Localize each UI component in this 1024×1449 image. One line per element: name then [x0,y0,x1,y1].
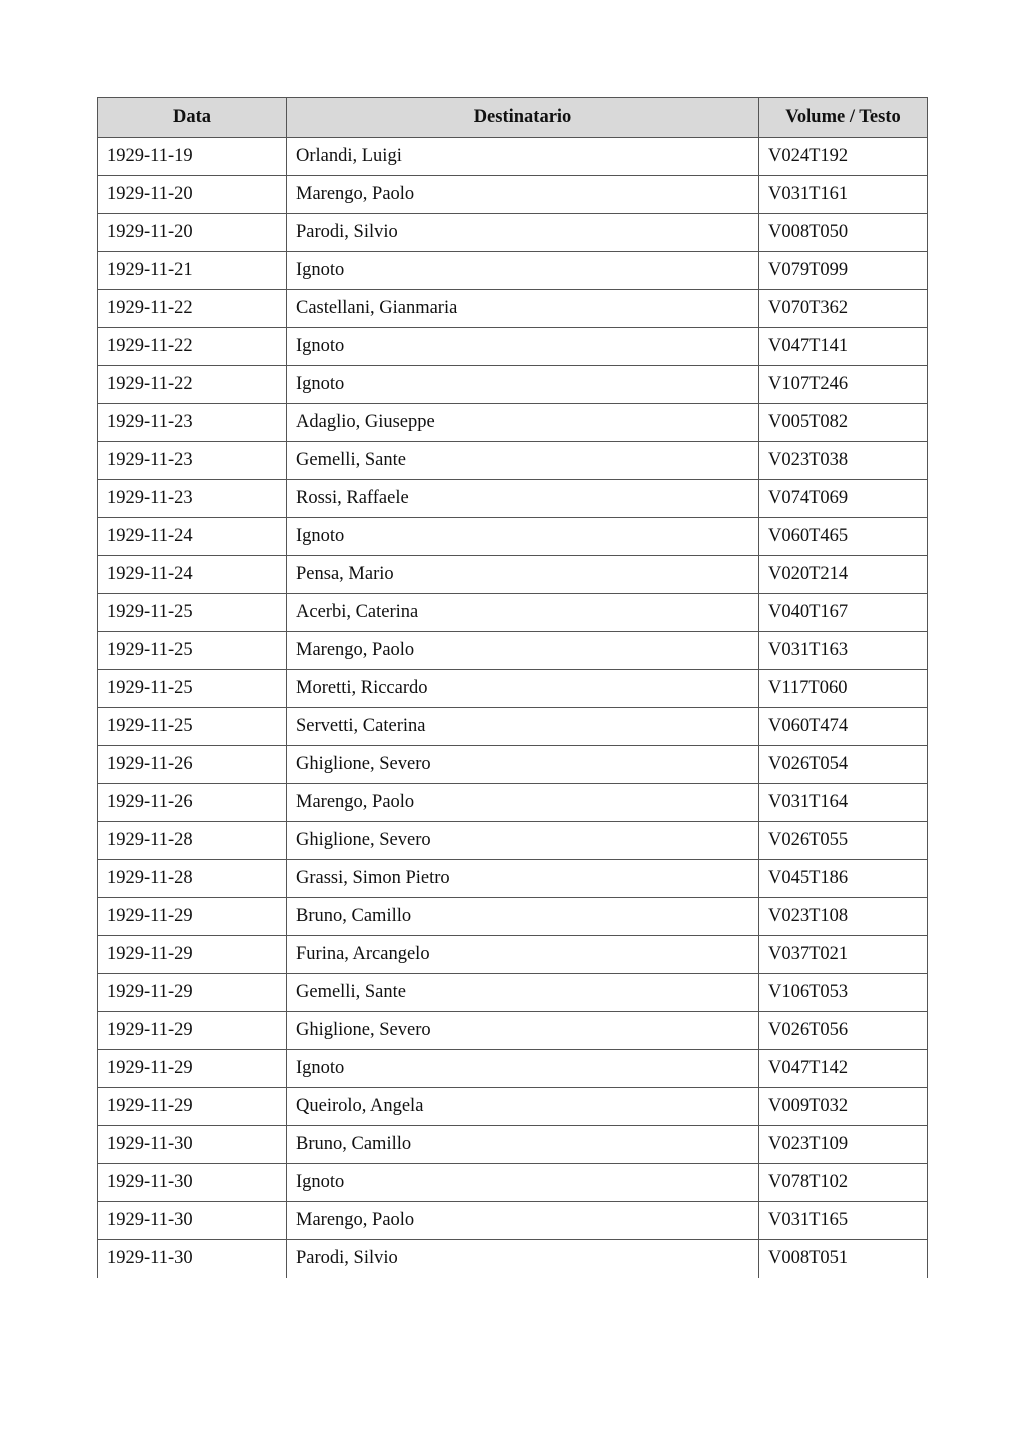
cell-recipient: Marengo, Paolo [287,176,759,214]
cell-volume-text: V106T053 [759,974,928,1012]
table-row [98,974,928,1012]
cell-volume-text: V070T362 [759,290,928,328]
cell-date: 1929-11-26 [98,784,287,822]
cell-date: 1929-11-29 [98,1088,287,1126]
cell-volume-text: V079T099 [759,252,928,290]
cell-recipient: Bruno, Camillo [287,1126,759,1164]
cell-recipient: Ignoto [287,328,759,366]
cell-date: 1929-11-24 [98,518,287,556]
cell-date: 1929-11-24 [98,556,287,594]
table-row [98,1164,928,1202]
cell-recipient: Gemelli, Sante [287,974,759,1012]
table-row [98,670,928,708]
cell-date: 1929-11-29 [98,974,287,1012]
cell-recipient: Grassi, Simon Pietro [287,860,759,898]
cell-volume-text: V008T050 [759,214,928,252]
cell-recipient: Pensa, Mario [287,556,759,594]
cell-date: 1929-11-21 [98,252,287,290]
cell-recipient: Servetti, Caterina [287,708,759,746]
table-row [98,366,928,404]
cell-date: 1929-11-23 [98,404,287,442]
cell-date: 1929-11-30 [98,1202,287,1240]
table-row [98,442,928,480]
cell-recipient: Marengo, Paolo [287,784,759,822]
table-row [98,1012,928,1050]
cell-recipient: Rossi, Raffaele [287,480,759,518]
cell-date: 1929-11-22 [98,366,287,404]
cell-recipient: Bruno, Camillo [287,898,759,936]
cell-recipient: Ignoto [287,366,759,404]
cell-volume-text: V023T109 [759,1126,928,1164]
table-row [98,1050,928,1088]
cell-volume-text: V031T164 [759,784,928,822]
cell-volume-text: V031T161 [759,176,928,214]
table-row [98,632,928,670]
cell-volume-text: V117T060 [759,670,928,708]
cell-date: 1929-11-29 [98,1050,287,1088]
cell-volume-text: V020T214 [759,556,928,594]
cell-volume-text: V026T054 [759,746,928,784]
cell-volume-text: V045T186 [759,860,928,898]
letters-table [97,97,928,1278]
cell-recipient: Parodi, Silvio [287,1240,759,1278]
table-row [98,290,928,328]
cell-recipient: Moretti, Riccardo [287,670,759,708]
table-row [98,746,928,784]
header-row [98,98,928,138]
cell-date: 1929-11-29 [98,936,287,974]
cell-volume-text: V074T069 [759,480,928,518]
cell-recipient: Parodi, Silvio [287,214,759,252]
cell-date: 1929-11-20 [98,176,287,214]
cell-date: 1929-11-29 [98,898,287,936]
cell-volume-text: V026T055 [759,822,928,860]
cell-date: 1929-11-28 [98,860,287,898]
table-row [98,1126,928,1164]
cell-volume-text: V023T038 [759,442,928,480]
table-row [98,1202,928,1240]
cell-date: 1929-11-19 [98,138,287,176]
cell-recipient: Castellani, Gianmaria [287,290,759,328]
cell-date: 1929-11-22 [98,290,287,328]
cell-volume-text: V031T163 [759,632,928,670]
cell-volume-text: V078T102 [759,1164,928,1202]
table-row [98,936,928,974]
table-body [98,138,928,1278]
cell-date: 1929-11-30 [98,1164,287,1202]
cell-recipient: Ignoto [287,1050,759,1088]
table-row [98,860,928,898]
cell-date: 1929-11-20 [98,214,287,252]
table-row [98,1088,928,1126]
cell-volume-text: V005T082 [759,404,928,442]
cell-volume-text: V023T108 [759,898,928,936]
cell-recipient: Marengo, Paolo [287,1202,759,1240]
cell-volume-text: V040T167 [759,594,928,632]
header-date: Data [98,98,287,138]
cell-volume-text: V031T165 [759,1202,928,1240]
cell-volume-text: V060T465 [759,518,928,556]
table-row [98,556,928,594]
header-volume-text: Volume / Testo [759,98,928,138]
cell-date: 1929-11-25 [98,708,287,746]
cell-volume-text: V047T142 [759,1050,928,1088]
cell-date: 1929-11-30 [98,1126,287,1164]
table-row [98,898,928,936]
cell-date: 1929-11-25 [98,670,287,708]
cell-date: 1929-11-28 [98,822,287,860]
cell-recipient: Furina, Arcangelo [287,936,759,974]
table-row [98,328,928,366]
cell-volume-text: V037T021 [759,936,928,974]
table-row [98,822,928,860]
cell-recipient: Ignoto [287,1164,759,1202]
cell-volume-text: V024T192 [759,138,928,176]
cell-date: 1929-11-23 [98,480,287,518]
cell-volume-text: V026T056 [759,1012,928,1050]
table-row [98,252,928,290]
cell-recipient: Ignoto [287,518,759,556]
cell-recipient: Gemelli, Sante [287,442,759,480]
table-row [98,1240,928,1278]
cell-date: 1929-11-25 [98,632,287,670]
cell-recipient: Queirolo, Angela [287,1088,759,1126]
cell-date: 1929-11-22 [98,328,287,366]
table-row [98,784,928,822]
cell-date: 1929-11-26 [98,746,287,784]
cell-volume-text: V060T474 [759,708,928,746]
cell-volume-text: V047T141 [759,328,928,366]
table-header [98,98,928,138]
table-row [98,594,928,632]
cell-recipient: Ghiglione, Severo [287,1012,759,1050]
table-row [98,518,928,556]
table-row [98,138,928,176]
cell-recipient: Ghiglione, Severo [287,746,759,784]
cell-date: 1929-11-23 [98,442,287,480]
header-recipient: Destinatario [287,98,759,138]
cell-recipient: Acerbi, Caterina [287,594,759,632]
cell-recipient: Adaglio, Giuseppe [287,404,759,442]
table-row [98,214,928,252]
cell-recipient: Orlandi, Luigi [287,138,759,176]
cell-recipient: Ghiglione, Severo [287,822,759,860]
table-row [98,404,928,442]
cell-date: 1929-11-29 [98,1012,287,1050]
cell-recipient: Ignoto [287,252,759,290]
cell-date: 1929-11-25 [98,594,287,632]
table-row [98,480,928,518]
table-row [98,176,928,214]
table-row [98,708,928,746]
cell-date: 1929-11-30 [98,1240,287,1278]
cell-volume-text: V009T032 [759,1088,928,1126]
cell-recipient: Marengo, Paolo [287,632,759,670]
cell-volume-text: V107T246 [759,366,928,404]
cell-volume-text: V008T051 [759,1240,928,1278]
